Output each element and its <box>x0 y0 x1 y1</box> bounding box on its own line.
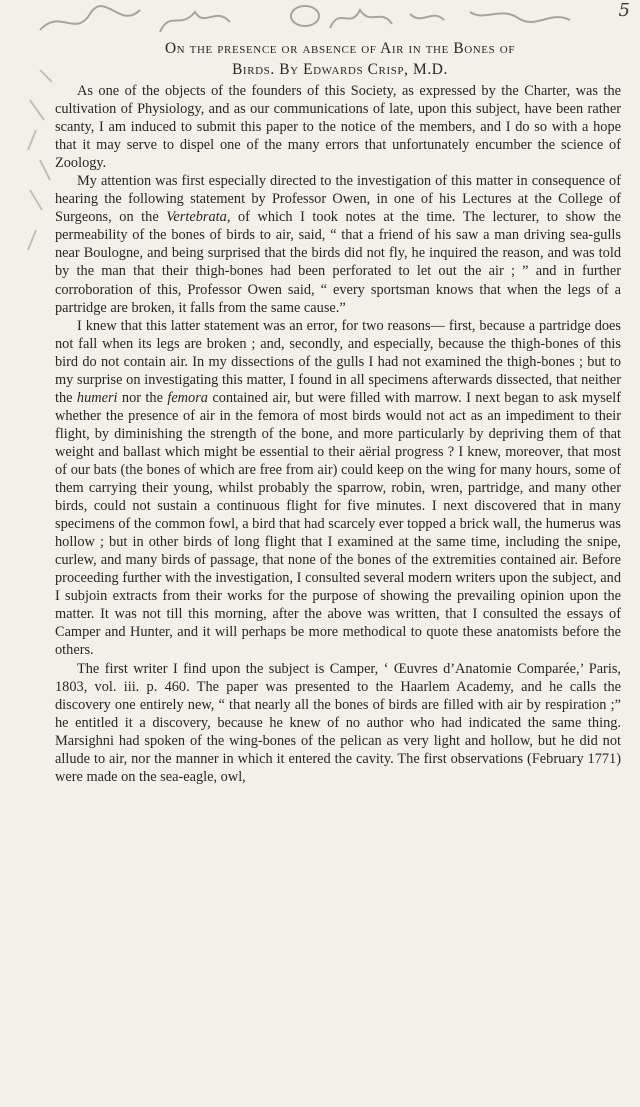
handwritten-scribble <box>30 0 620 40</box>
paragraph-p2 <box>55 172 621 316</box>
italic-term: humeri <box>76 389 118 406</box>
paragraph-p4 <box>55 660 621 786</box>
paragraph-p1 <box>55 82 621 172</box>
article-title-line2: Birds. By Edwards Crisp, M.D. <box>232 61 448 78</box>
text-run: contained air, but were filled with marrow. I next began to ask myself whether the presence of air in the femora of most birds would not act as an impediment to their flight, by diminishing the strength of the bone, and more particularly by depriving them of that weight and ballast which might be essential to their aërial progress ? I knew, moreover, that most of our bats (the bones of which are free from air) could keep on the wing for many hours, some of them carrying their young, whilst probably the sparrow, robin, wren, partridge, and many other birds, could not sustain a continuous flight for five minutes. I next discovered that in many specimens of the common fowl, a bird that had scarcely ever topped a brick wall, the humerus was hollow ; but in other birds of long flight that I examined at the same time, including the snipe, curlew, and many birds of passage, that none of the bones of the extremities contained air. Before proceeding further with the investigation, I consulted several modern writers upon the subject, and I subjoin extracts from their works for the purpose of showing the prevailing opinion upon the matter. It was not till this morning, after the above was written, that I consulted the essays of Camper and Hunter, and it will perhaps be more methodical to quote these anatomists before the others. <box>55 389 622 659</box>
page-number: 5 <box>618 0 630 21</box>
text-run: nor the <box>117 389 168 406</box>
italic-term: femora <box>167 389 208 406</box>
text-run: As one of the objects of the founders of this Society, as expressed by the Charter, was the cultivation of Physiology, and as our communications of late, upon this subject, have been rather scanty, I am induced to submit this paper to the notice of the members, and I do so with a hope that it may serve to dispel one of the many errors that unfortunately encumber the science of Zoology. <box>55 83 621 172</box>
text-run: The first writer I find upon the subject is Camper, ‘ Œuvres d’Anatomie Comparée,’ Paris, 1803, vol. iii. p. 460. The paper was presented to the Haarlem Academy, and he calls the discovery one entirely new, “ that nearly all the bones of birds are filled with air by respiration ;” he entitled it a discovery, because he knew of no author who had indicated the same thing. Marsighni had spoken of the wing-bones of the pelican as very light and hollow, but he did not allude to air, nor the manner in which it entered the cavity. The first observations (February 1771) were made on the sea-eagle, owl, <box>55 660 621 785</box>
text-run: My attention was first especially directed to the investigation of this matter in consequence of hearing the following statement by Professor Owen, in one of his Lectures at the College of Surgeons, on the <box>55 173 621 226</box>
paragraph-p3 <box>55 317 621 660</box>
italic-term: Vertebrata <box>166 209 227 226</box>
article-body <box>55 82 621 786</box>
text-run: , of which I took notes at the time. The lecturer, to show the permeability of the bones of birds to air, said, “ that a friend of his saw a man driving sea-gulls near Boulogne, and being surprised that the birds did not fly, he inquired the reason, and was told by the man that their thigh-bones had been perforated to let out the air ; ” and in further corroboration of this, Professor Owen said, “ every sportsman knows that when the legs of a partridge are broken, it falls from the same cause.” <box>55 209 621 316</box>
article-title-line1: On the presence or absence of Air in the Bones of <box>164 40 516 57</box>
text-run: I knew that this latter statement was an error, for two reasons— first, because a partridge does not fall when its legs are broken ; and, secondly, and especially, because the thigh-bones of this bird do not contain air. In my dissections of the gulls I had not examined the thigh-bones ; but to my surprise on investigating this matter, I found in all specimens afterwards dissected, that neither the <box>55 317 621 406</box>
article-title <box>60 38 620 80</box>
